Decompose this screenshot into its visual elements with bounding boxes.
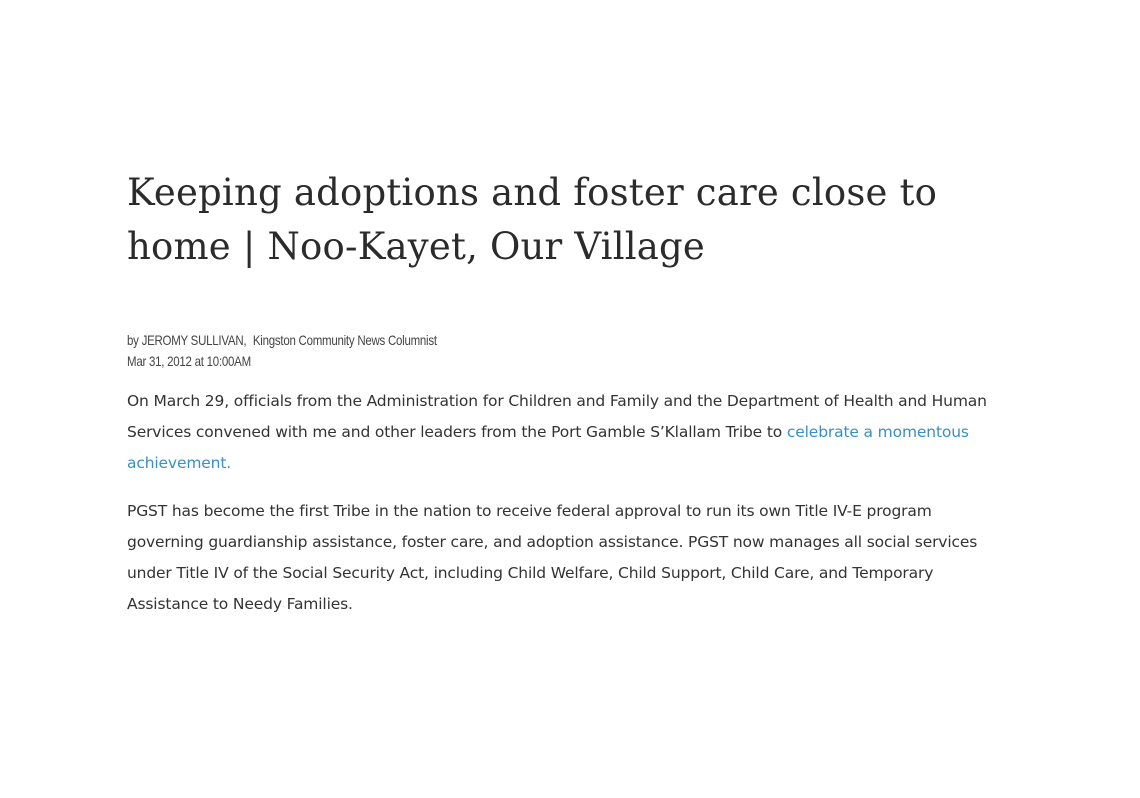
byline-role: Kingston Community News Columnist [252,332,437,348]
article-headline: Keeping adoptions and foster care close to home | Noo-Kayet, Our Village [127,171,938,268]
byline-author-line [127,330,865,351]
article-paragraph-1 [127,386,1007,479]
byline-prefix: by [127,332,139,348]
byline [127,330,865,372]
byline-author: JEROMY SULLIVAN, [141,332,247,348]
article [127,166,1027,620]
article-paragraph-2: PGST has become the first Tribe in the nation to receive federal approval to run its own Title IV-E program governing guardianship assistance, foster care, and adoption assistance. PGST now manages all social services under Title IV of the Social Security Act, including Child Welfare, Child Support, Child Care, and Temporary Assistance to Needy Families. [127,502,978,613]
byline-date: Mar 31, 2012 at 10:00AM [127,353,251,369]
paragraph-1-text: On March 29, officials from the Administration for Children and Family and the Department of Health and Human Services convened with me and other leaders from the Port Gamble S’Klallam Tribe to [127,392,987,441]
celebrate-achievement-link[interactable]: celebrate a momentous achievement. [127,423,969,472]
